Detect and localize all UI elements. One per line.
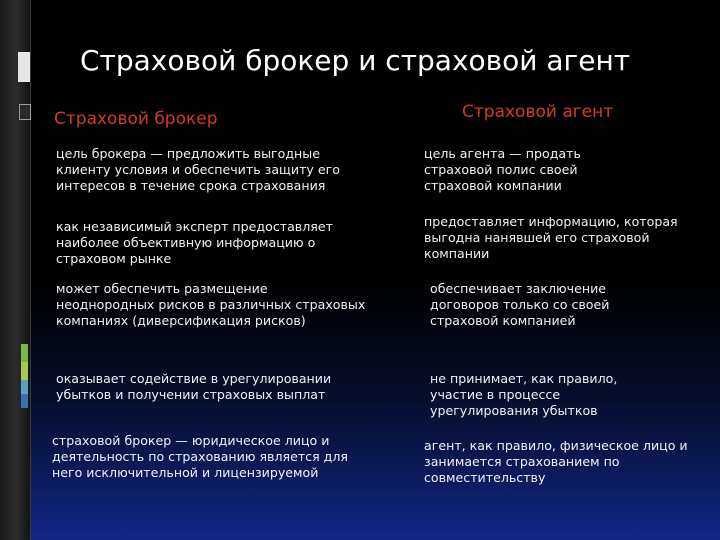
table-cell-agent: обеспечивает заключение договоров только со своей страховой компанией bbox=[430, 281, 610, 329]
table-cell-broker: цель брокера — предложить выгодные клиенту условия и обеспечить защиту его интересов в течение срока страхования bbox=[56, 146, 340, 194]
decorative-stripe bbox=[21, 394, 28, 408]
table-cell-agent: агент, как правило, физическое лицо и занимается страхованием по совместительству bbox=[424, 438, 688, 486]
table-cell-agent: не принимает, как правило, участие в процессе урегулирования убытков bbox=[430, 371, 618, 419]
table-cell-broker: как независимый эксперт предоставляет наиболее объективную информацию о страховом рынке bbox=[56, 219, 333, 267]
slide-title: Страховой брокер и страховой агент bbox=[80, 44, 631, 77]
left-decorative-bar bbox=[0, 0, 31, 540]
decorative-stripe bbox=[21, 344, 28, 362]
column-header-broker: Страховой брокер bbox=[54, 109, 218, 129]
decorative-stripe bbox=[21, 362, 28, 380]
decorative-stripe bbox=[21, 380, 28, 394]
column-header-agent: Страховой агент bbox=[462, 102, 614, 122]
table-cell-broker: может обеспечить размещение неоднородных рисков в различных страховых компаниях (диверсификация рисков) bbox=[56, 281, 366, 329]
table-cell-broker: страховой брокер — юридическое лицо и деятельность по страхованию является для него исключительной и лицензируемой bbox=[52, 433, 348, 481]
table-cell-agent: цель агента — продать страховой полис своей страховой компании bbox=[424, 146, 581, 194]
table-cell-agent: предоставляет информацию, которая выгодна нанявшей его страховой компании bbox=[424, 214, 678, 262]
decorative-square bbox=[19, 104, 31, 120]
decorative-block bbox=[18, 52, 30, 82]
table-cell-broker: оказывает содействие в урегулировании убытков и получении страховых выплат bbox=[56, 371, 332, 403]
